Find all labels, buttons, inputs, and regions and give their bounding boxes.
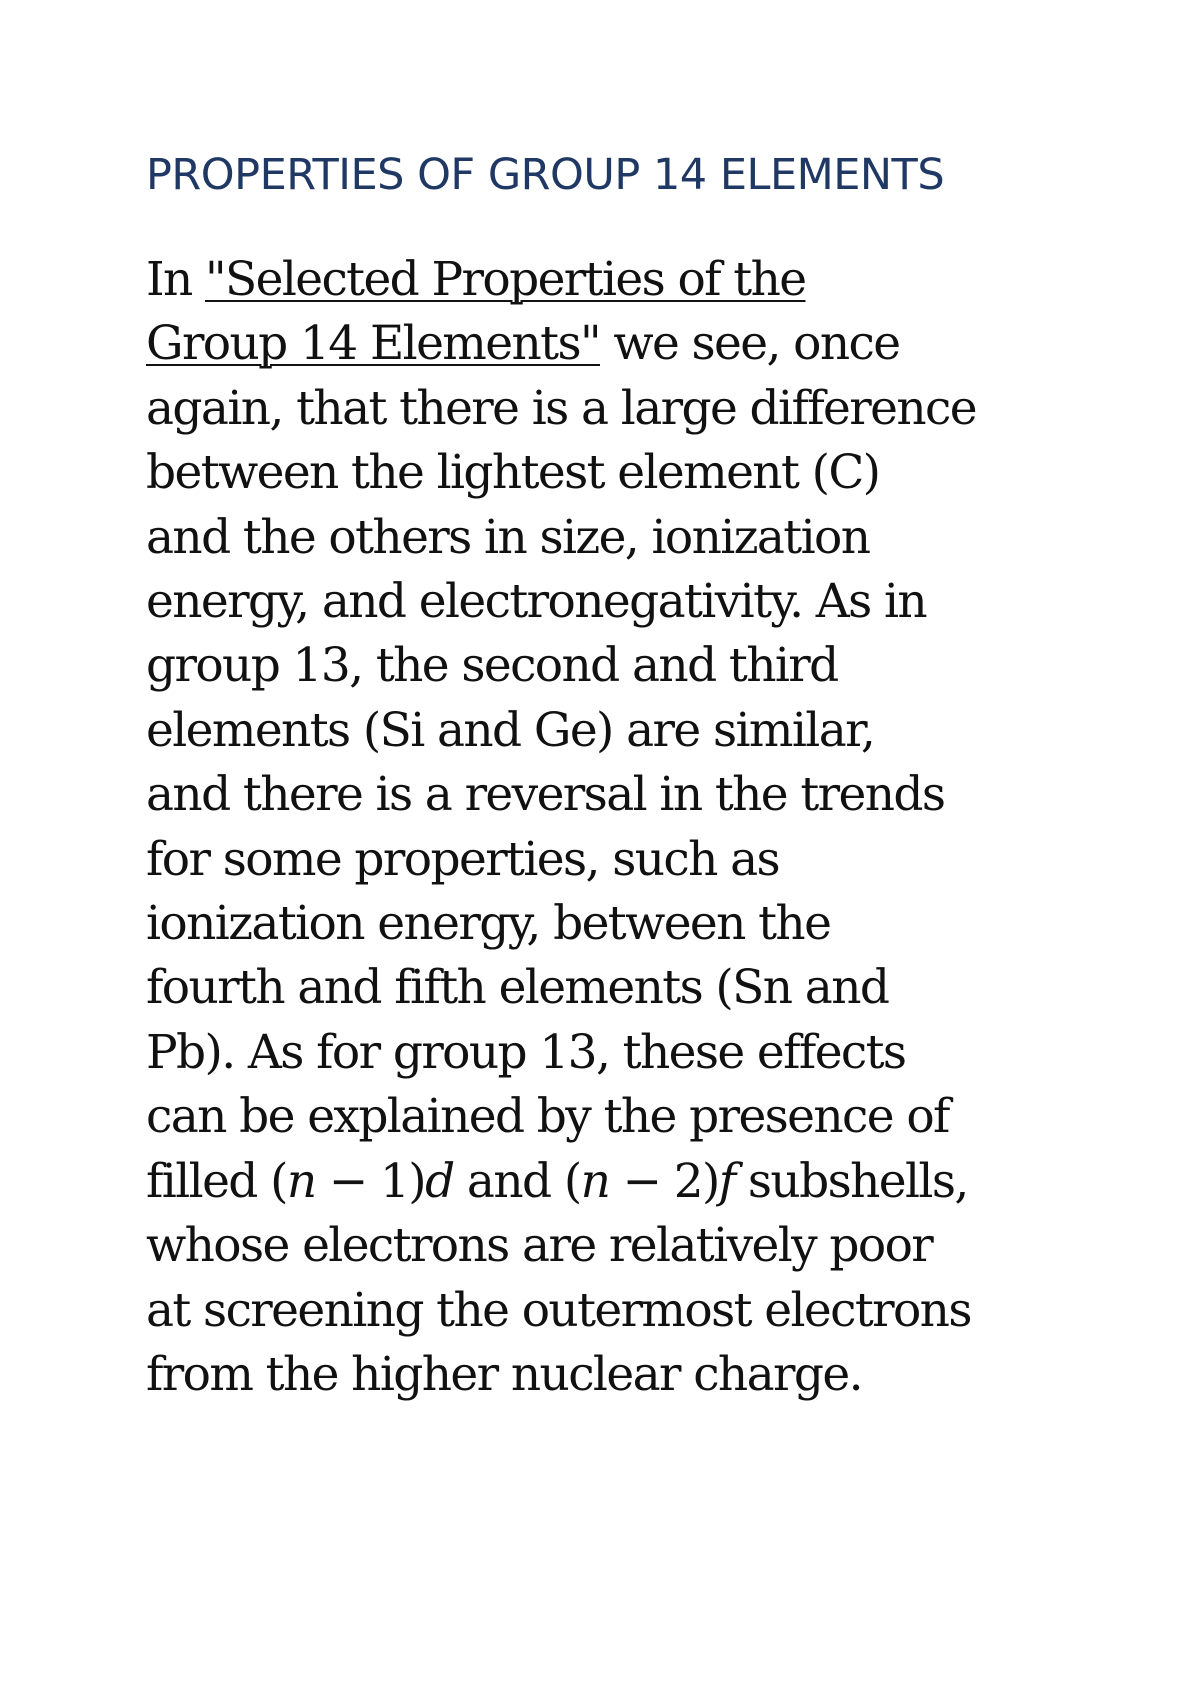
math-text: filled ( bbox=[146, 1153, 287, 1209]
math-text: − 1) bbox=[315, 1153, 426, 1209]
selected-properties-link-continued[interactable]: Group 14 Elements" bbox=[146, 316, 600, 372]
text-line: from the higher nuclear charge. bbox=[146, 1346, 862, 1402]
intro-text: In bbox=[146, 252, 205, 307]
text-line: and the others in size, ionization bbox=[146, 509, 870, 565]
text-line: ionization energy, between the bbox=[146, 896, 831, 952]
math-text-line bbox=[146, 1150, 1091, 1214]
after-link-text: we see, once bbox=[599, 316, 900, 372]
text-line: fourth and fifth elements (Sn and bbox=[146, 960, 889, 1016]
text-line: energy, and electronegativity. As in bbox=[146, 574, 927, 630]
body-paragraph bbox=[146, 248, 1091, 1407]
math-variable-n: n bbox=[286, 1153, 316, 1209]
text-line: and there is a reversal in the trends bbox=[146, 767, 945, 823]
page-title: PROPERTIES OF GROUP 14 ELEMENTS bbox=[146, 150, 945, 200]
text-line: at screening the outermost electrons bbox=[146, 1282, 971, 1338]
selected-properties-link[interactable]: "Selected Properties of the bbox=[204, 252, 806, 307]
text-line: again, that there is a large difference bbox=[146, 380, 976, 436]
math-text: and ( bbox=[453, 1153, 581, 1209]
math-text: − 2) bbox=[609, 1153, 719, 1209]
math-variable-n: n bbox=[580, 1153, 610, 1209]
text-line: whose electrons are relatively poor bbox=[146, 1218, 933, 1274]
math-variable-f: f bbox=[718, 1153, 735, 1209]
text-line: group 13, the second and third bbox=[146, 638, 838, 694]
text-line: between the lightest element (C) bbox=[146, 445, 880, 501]
text-line: for some properties, such as bbox=[146, 831, 780, 887]
text-line bbox=[146, 248, 1091, 312]
text-line: can be explained by the presence of bbox=[146, 1089, 949, 1145]
text-line: elements (Si and Ge) are similar, bbox=[146, 702, 875, 758]
text-line: Pb). As for group 13, these effects bbox=[146, 1024, 906, 1080]
math-variable-d: d bbox=[425, 1153, 454, 1209]
math-text: subshells, bbox=[734, 1153, 968, 1209]
text-line bbox=[146, 312, 1091, 376]
